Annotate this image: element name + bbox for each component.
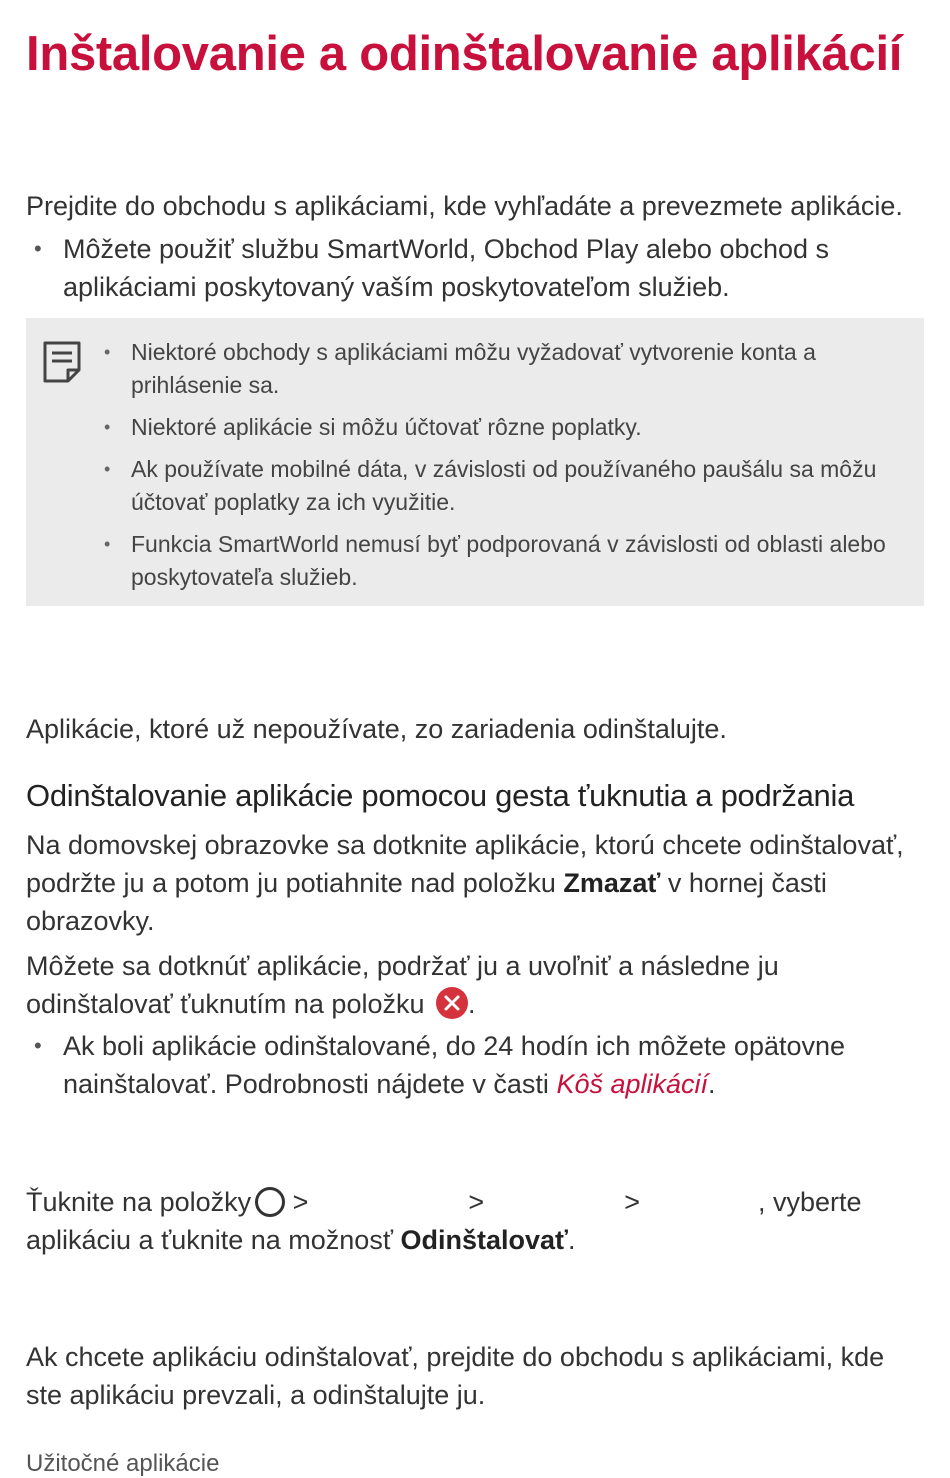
home-icon bbox=[255, 1187, 285, 1217]
note-item: • Niektoré obchody s aplikáciami môžu vyžadovať vytvorenie konta a prihlásenie sa. bbox=[104, 339, 816, 398]
zmazat-label: Zmazať bbox=[563, 868, 661, 898]
section-heading: Odinštalovanie aplikácie pomocou gesta ťuknutia a podržania bbox=[26, 778, 855, 813]
intro-bullet-line1: Môžete použiť službu SmartWorld, Obchod Play alebo obchod s bbox=[63, 234, 830, 264]
delete-icon bbox=[436, 987, 468, 1019]
note-icon bbox=[42, 340, 82, 384]
note-box bbox=[26, 318, 924, 606]
bullet-dot: • bbox=[34, 236, 42, 261]
footer-label: Užitočné aplikácie bbox=[26, 1450, 220, 1477]
note-list bbox=[104, 336, 914, 603]
intro-paragraph: Prejdite do obchodu s aplikáciami, kde vyhľadáte a prevezmete aplikácie. bbox=[26, 191, 903, 221]
settings-step: Ťuknite na položky > > > , vyberte aplikáciu a ťuknite na možnosť Odinštalovať. bbox=[26, 1187, 862, 1255]
intro-bullet bbox=[26, 230, 924, 306]
uninstall-paragraph-1: Na domovskej obrazovke sa dotknite aplikácie, ktorú chcete odinštalovať, podržte ju a potom ju potiahnite nad položku Zmazať v hornej časti obrazovky. bbox=[26, 830, 904, 936]
note-item: • Niektoré aplikácie si môžu účtovať rôzne poplatky. bbox=[104, 414, 642, 440]
store-step: Ak chcete aplikáciu odinštalovať, prejdite do obchodu s aplikáciami, kde ste aplikáciu prevzali, a odinštalujte ju. bbox=[26, 1342, 885, 1410]
page-title: Inštalovanie a odinštalovanie aplikácií bbox=[26, 27, 903, 81]
note-item: • Ak používate mobilné dáta, v závislosti od používaného paušálu sa môžu účtovať poplatky za ich využitie. bbox=[104, 456, 877, 515]
note-item: • Funkcia SmartWorld nemusí byť podporovaná v závislosti od oblasti alebo poskytovateľa služieb. bbox=[104, 531, 886, 590]
uninstall-option-label: Odinštalovať bbox=[400, 1225, 568, 1255]
uninstall-bullet: • Ak boli aplikácie odinštalované, do 24 hodín ich môžete opätovne nainštalovať. Podrobnosti nájdete v časti Kôš aplikácií. bbox=[26, 1027, 924, 1103]
bullet-dot: • bbox=[34, 1033, 42, 1058]
intro-bullet-line2: aplikáciami poskytovaný vaším poskytovateľom služieb. bbox=[63, 272, 730, 302]
uninstall-paragraph-2: Môžete sa dotknúť aplikácie, podržať ju a uvoľniť a následne ju odinštalovať ťuknutím na položku . bbox=[26, 951, 779, 1019]
app-trash-link[interactable]: Kôš aplikácií bbox=[556, 1069, 709, 1099]
uninstall-intro: Aplikácie, ktoré už nepoužívate, zo zariadenia odinštalujte. bbox=[26, 714, 727, 744]
